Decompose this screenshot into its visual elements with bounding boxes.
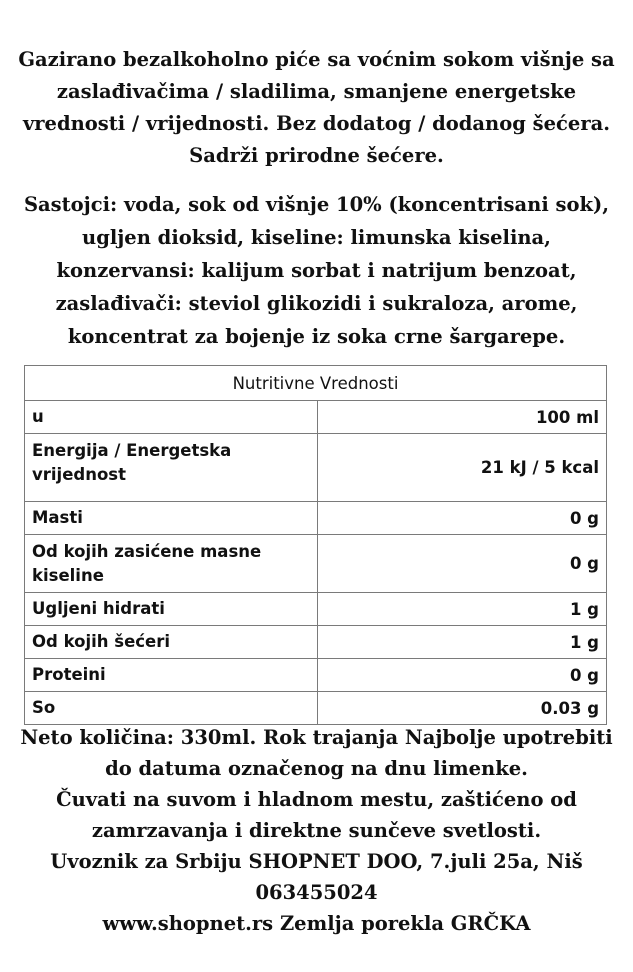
description-line: vrednosti / vrijednosti. Bez dodatog / dodanog šećera. — [22, 112, 611, 135]
table-row — [25, 659, 607, 692]
nutrient-label: Proteini — [25, 659, 318, 692]
table-row — [25, 692, 607, 725]
table-row — [25, 502, 607, 535]
nutrient-value: 100 ml — [318, 401, 607, 434]
nutrient-value: 0.03 g — [318, 692, 607, 725]
description-line: Sadrži prirodne šećere. — [189, 144, 444, 167]
table-row — [25, 401, 607, 434]
phone-number: 063455024 — [255, 881, 378, 904]
nutrient-value: 0 g — [318, 659, 607, 692]
ingredients-line: Sastojci: voda, sok od višnje 10% (koncentrisani sok), — [23, 193, 610, 216]
nutrient-label: Ugljeni hidrati — [25, 593, 318, 626]
website-origin-line: www.shopnet.rs Zemlja porekla GRČKA — [102, 912, 531, 935]
table-row — [25, 626, 607, 659]
storage-line: Čuvati na suvom i hladnom mestu, zaštićeno od — [56, 788, 577, 811]
ingredients-line: zaslađivači: steviol glikozidi i sukraloza, arome, — [55, 292, 578, 315]
nutrition-header-row — [25, 366, 607, 401]
nutrient-label: Od kojih šećeri — [25, 626, 318, 659]
product-footer — [10, 722, 623, 939]
nutrient-value: 21 kJ / 5 kcal — [318, 434, 607, 502]
ingredients-list — [10, 188, 623, 353]
nutrient-label: Od kojih zasićene masne kiseline — [32, 542, 262, 585]
table-row — [25, 535, 607, 593]
product-description — [10, 44, 623, 172]
nutrient-label: u — [25, 401, 318, 434]
nutrition-title: Nutritivne Vrednosti — [25, 366, 607, 401]
ingredients-line: ugljen dioksid, kiseline: limunska kiselina, — [82, 226, 551, 249]
nutrient-label: Energija / Energetska vrijednost — [25, 434, 318, 502]
nutrient-label: So — [25, 692, 318, 725]
ingredients-line: koncentrat za bojenje iz soka crne šargarepe. — [67, 325, 566, 348]
ingredients-line: konzervansi: kalijum sorbat i natrijum benzoat, — [56, 259, 577, 282]
nutrient-value: 1 g — [318, 626, 607, 659]
description-line: zaslađivačima / sladilima, smanjene energetske — [56, 80, 577, 103]
importer-line: Uvoznik za Srbiju SHOPNET DOO, 7.juli 25a, Niš — [50, 850, 583, 873]
footer-line: do datuma označenog na dnu limenke. — [105, 757, 528, 780]
footer-line: zamrzavanja i direktne sunčeve svetlosti. — [91, 819, 542, 842]
nutrient-value: 0 g — [318, 535, 607, 593]
nutrient-value: 1 g — [318, 593, 607, 626]
nutrient-label: Masti — [25, 502, 318, 535]
table-row — [25, 434, 607, 502]
nutrition-table — [24, 365, 607, 725]
description-line: Gazirano bezalkoholno piće sa voćnim sokom višnje sa — [18, 48, 615, 71]
table-row — [25, 593, 607, 626]
nutrient-label-cell — [25, 535, 318, 593]
nutrient-value: 0 g — [318, 502, 607, 535]
net-quantity-line: Neto količina: 330ml. Rok trajanja Najbolje upotrebiti — [20, 726, 613, 749]
